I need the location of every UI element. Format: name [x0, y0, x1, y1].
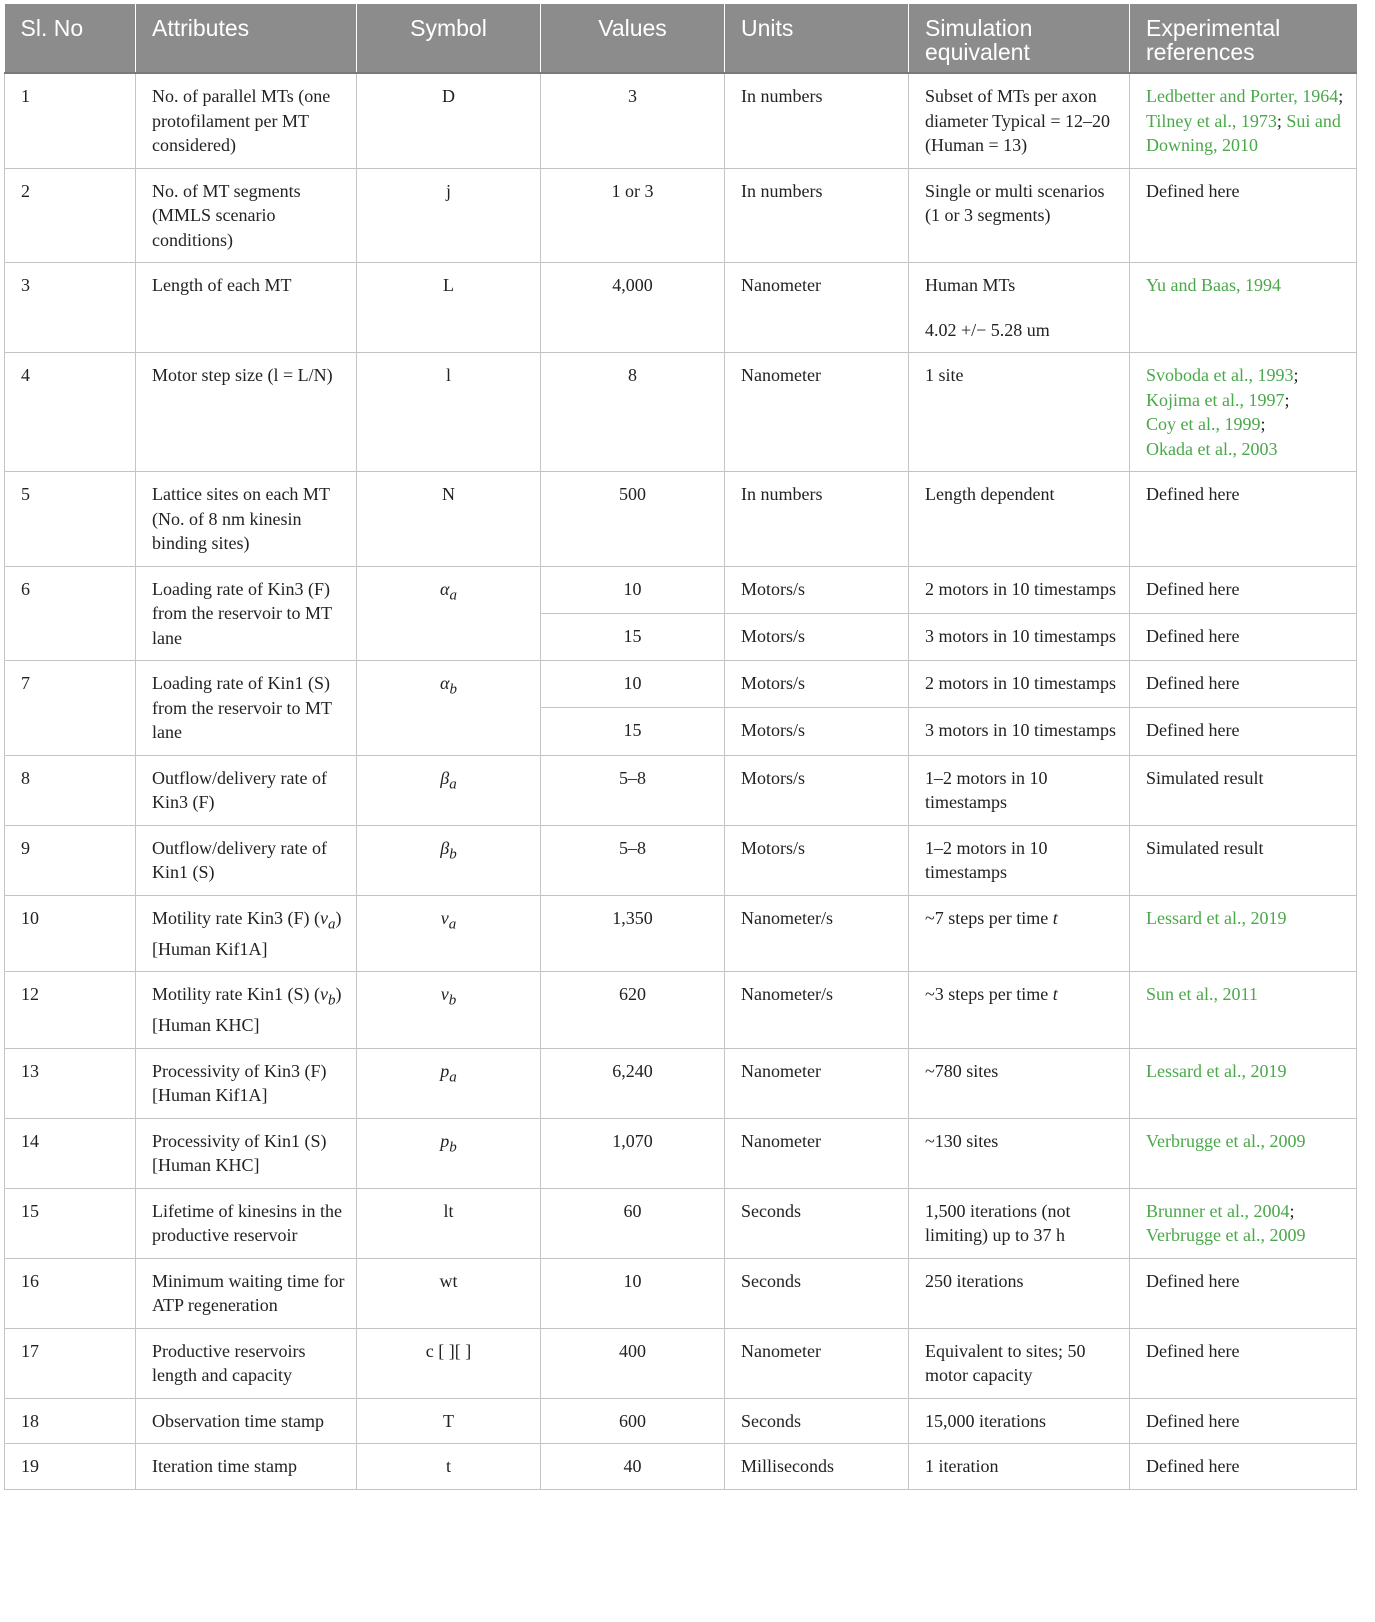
cell-reference: Svoboda et al., 1993; Kojima et al., 1997; Coy et al., 1999; Okada et al., 2003 [1130, 353, 1357, 472]
cell-reference: Defined here [1130, 661, 1357, 708]
cell-unit: Seconds [725, 1398, 909, 1444]
cell-symbol: $\alpha_a$ [357, 566, 541, 661]
cell-simulation: 3 motors in 10 timestamps [909, 613, 1130, 660]
cell-simulation: 2 motors in 10 timestamps [909, 566, 1130, 613]
cell-attribute: Loading rate of Kin1 (S) from the reservoir to MT lane [136, 661, 357, 756]
cell-unit: Nanometer [725, 1118, 909, 1188]
cell-sl-no: 12 [5, 972, 136, 1049]
header-values: Values [541, 4, 725, 73]
cell-value: 5–8 [541, 825, 725, 895]
cell-reference [1130, 895, 1357, 972]
cell-symbol: wt [357, 1258, 541, 1328]
reference-link[interactable]: Ledbetter and Porter, 1964 [1146, 86, 1339, 106]
cell-attribute: Outflow/delivery rate of Kin3 (F) [136, 755, 357, 825]
cell-unit: Nanometer [725, 1328, 909, 1398]
cell-unit: In numbers [725, 168, 909, 263]
cell-sl-no: 2 [5, 168, 136, 263]
table-row [5, 73, 1357, 168]
reference-link[interactable]: Lessard et al., 2019 [1146, 1060, 1287, 1081]
reference-link[interactable]: Sun et al., 2011 [1146, 984, 1258, 1005]
cell-value: 15 [541, 708, 725, 755]
cell-reference: Brunner et al., 2004; Verbrugge et al., 2009 [1130, 1188, 1357, 1258]
cell-attribute: Motility rate Kin3 (F) $(v_a)$ [Human Kif1A] [136, 895, 357, 972]
cell-attribute: Lattice sites on each MT (No. of 8 nm kinesin binding sites) [136, 472, 357, 567]
simulation-line: 4.02 +/− 5.28 um [925, 319, 1050, 340]
cell-sl-no: 5 [5, 472, 136, 567]
cell-attribute: Processivity of Kin3 (F) [Human Kif1A] [136, 1048, 357, 1118]
header-symbol: Symbol [357, 4, 541, 73]
table-row [5, 263, 1357, 353]
reference-link[interactable]: Brunner et al., 2004 [1146, 1200, 1290, 1221]
table-row [5, 566, 1357, 613]
cell-value: 500 [541, 472, 725, 567]
cell-reference: Defined here [1130, 472, 1357, 567]
cell-simulation: 15,000 iterations [909, 1398, 1130, 1444]
cell-value: 15 [541, 613, 725, 660]
cell-unit: Motors/s [725, 661, 909, 708]
cell-unit: Nanometer [725, 353, 909, 472]
cell-value: 10 [541, 566, 725, 613]
cell-unit: Nanometer [725, 263, 909, 353]
cell-simulation: Single or multi scenarios (1 or 3 segments) [909, 168, 1130, 263]
cell-value: 5–8 [541, 755, 725, 825]
cell-reference: Defined here [1130, 1258, 1357, 1328]
table-row [5, 661, 1357, 708]
cell-attribute: Lifetime of kinesins in the productive reservoir [136, 1188, 357, 1258]
table-row [5, 1328, 1357, 1398]
cell-simulation: 1,500 iterations (not limiting) up to 37 h [909, 1188, 1130, 1258]
reference-link[interactable]: Svoboda et al., 1993 [1146, 365, 1294, 385]
cell-value: 1 or 3 [541, 168, 725, 263]
cell-symbol: c [ ][ ] [357, 1328, 541, 1398]
simulation-line: Human MTs [925, 275, 1016, 295]
header-experimental-references: Experimental references [1130, 4, 1357, 73]
cell-value: 400 [541, 1328, 725, 1398]
cell-symbol: $p_b$ [357, 1118, 541, 1188]
cell-simulation: 3 motors in 10 timestamps [909, 708, 1130, 755]
reference-link[interactable]: Kojima et al., 1997 [1146, 389, 1285, 410]
cell-attribute: Outflow/delivery rate of Kin1 (S) [136, 825, 357, 895]
cell-attribute: Productive reservoirs length and capacity [136, 1328, 357, 1398]
cell-unit: Motors/s [725, 566, 909, 613]
cell-value: 6,240 [541, 1048, 725, 1118]
cell-value: 600 [541, 1398, 725, 1444]
cell-attribute: Motor step size (l = L/N) [136, 353, 357, 472]
cell-attribute: Observation time stamp [136, 1398, 357, 1444]
cell-simulation: 1 site [909, 353, 1130, 472]
cell-reference: Ledbetter and Porter, 1964; Tilney et al., 1973; Sui and Downing, 2010 [1130, 73, 1357, 168]
cell-symbol: $\nu_a$ [357, 895, 541, 972]
cell-simulation: ~3 steps per time t [909, 972, 1130, 1049]
reference-link[interactable]: Tilney et al., 1973 [1146, 110, 1277, 131]
cell-unit: Seconds [725, 1188, 909, 1258]
cell-unit: Motors/s [725, 825, 909, 895]
cell-value: 10 [541, 1258, 725, 1328]
cell-sl-no: 13 [5, 1048, 136, 1118]
cell-symbol: D [357, 73, 541, 168]
cell-sl-no: 9 [5, 825, 136, 895]
cell-attribute: Motility rate Kin1 (S) $(v_b)$ [Human KHC] [136, 972, 357, 1049]
cell-unit: Motors/s [725, 755, 909, 825]
cell-value: 3 [541, 73, 725, 168]
cell-simulation [909, 263, 1130, 353]
table-row [5, 1258, 1357, 1328]
cell-sl-no: 3 [5, 263, 136, 353]
cell-attribute: No. of parallel MTs (one protofilament per MT considered) [136, 73, 357, 168]
table-row [5, 825, 1357, 895]
cell-sl-no: 6 [5, 566, 136, 661]
header-sl-no: Sl. No [5, 4, 136, 73]
cell-unit: Motors/s [725, 708, 909, 755]
cell-simulation: 1–2 motors in 10 timestamps [909, 755, 1130, 825]
cell-reference: Defined here [1130, 566, 1357, 613]
cell-value: 1,350 [541, 895, 725, 972]
cell-reference [1130, 1048, 1357, 1118]
cell-sl-no: 8 [5, 755, 136, 825]
cell-unit: Seconds [725, 1258, 909, 1328]
header-row [5, 4, 1357, 73]
table-row [5, 755, 1357, 825]
cell-simulation: ~7 steps per time t [909, 895, 1130, 972]
cell-value: 10 [541, 661, 725, 708]
cell-simulation: 1–2 motors in 10 timestamps [909, 825, 1130, 895]
reference-link[interactable]: Coy et al., 1999 [1146, 414, 1261, 434]
cell-unit: Nanometer/s [725, 972, 909, 1049]
reference-link[interactable]: Lessard et al., 2019 [1146, 907, 1287, 928]
cell-reference: Defined here [1130, 1398, 1357, 1444]
cell-attribute: Length of each MT [136, 263, 357, 353]
cell-reference: Simulated result [1130, 825, 1357, 895]
cell-value: 40 [541, 1444, 725, 1490]
cell-reference [1130, 972, 1357, 1049]
cell-reference [1130, 263, 1357, 353]
table-row [5, 895, 1357, 972]
table-row [5, 168, 1357, 263]
cell-attribute: Loading rate of Kin3 (F) from the reservoir to MT lane [136, 566, 357, 661]
cell-value: 60 [541, 1188, 725, 1258]
cell-value: 8 [541, 353, 725, 472]
cell-reference: Defined here [1130, 1444, 1357, 1490]
table-row [5, 1048, 1357, 1118]
cell-simulation: ~780 sites [909, 1048, 1130, 1118]
table-row [5, 1188, 1357, 1258]
reference-link[interactable]: Sui and Downing, 2010 [1146, 110, 1341, 155]
cell-attribute: Minimum waiting time for ATP regeneration [136, 1258, 357, 1328]
cell-sl-no: 4 [5, 353, 136, 472]
cell-unit: In numbers [725, 73, 909, 168]
reference-link[interactable]: Yu and Baas, 1994 [1146, 275, 1281, 295]
cell-simulation: Subset of MTs per axon diameter Typical = 12–20 (Human = 13) [909, 73, 1130, 168]
reference-link[interactable]: Verbrugge et al., 2009 [1146, 1130, 1306, 1151]
cell-unit: Nanometer [725, 1048, 909, 1118]
cell-sl-no: 1 [5, 73, 136, 168]
table-row [5, 1118, 1357, 1188]
cell-value: 620 [541, 972, 725, 1049]
cell-reference: Defined here [1130, 168, 1357, 263]
cell-attribute: No. of MT segments (MMLS scenario conditions) [136, 168, 357, 263]
cell-value: 4,000 [541, 263, 725, 353]
cell-value: 1,070 [541, 1118, 725, 1188]
cell-reference: Defined here [1130, 1328, 1357, 1398]
cell-symbol: j [357, 168, 541, 263]
cell-unit: Nanometer/s [725, 895, 909, 972]
cell-symbol: N [357, 472, 541, 567]
cell-symbol: $\beta_a$ [357, 755, 541, 825]
cell-simulation: Equivalent to sites; 50 motor capacity [909, 1328, 1130, 1398]
cell-simulation: 1 iteration [909, 1444, 1130, 1490]
cell-reference: Defined here [1130, 613, 1357, 660]
cell-reference: Defined here [1130, 708, 1357, 755]
header-units: Units [725, 4, 909, 73]
header-simulation-equivalent: Simulation equivalent [909, 4, 1130, 73]
cell-symbol: $p_a$ [357, 1048, 541, 1118]
cell-symbol: t [357, 1444, 541, 1490]
cell-unit: Milliseconds [725, 1444, 909, 1490]
cell-simulation: ~130 sites [909, 1118, 1130, 1188]
reference-link[interactable]: Okada et al., 2003 [1146, 438, 1278, 459]
cell-reference: Simulated result [1130, 755, 1357, 825]
cell-simulation: Length dependent [909, 472, 1130, 567]
cell-symbol: $\beta_b$ [357, 825, 541, 895]
table-row [5, 353, 1357, 472]
cell-unit: Motors/s [725, 613, 909, 660]
cell-symbol: $\alpha_b$ [357, 661, 541, 756]
table-row [5, 472, 1357, 567]
cell-unit: In numbers [725, 472, 909, 567]
cell-sl-no: 19 [5, 1444, 136, 1490]
cell-symbol: lt [357, 1188, 541, 1258]
parameters-table [4, 4, 1357, 1490]
cell-attribute: Processivity of Kin1 (S) [Human KHC] [136, 1118, 357, 1188]
cell-sl-no: 15 [5, 1188, 136, 1258]
cell-sl-no: 10 [5, 895, 136, 972]
cell-simulation: 250 iterations [909, 1258, 1130, 1328]
cell-sl-no: 7 [5, 661, 136, 756]
cell-reference [1130, 1118, 1357, 1188]
table-row [5, 1398, 1357, 1444]
cell-symbol: l [357, 353, 541, 472]
cell-symbol: $\nu_b$ [357, 972, 541, 1049]
cell-sl-no: 14 [5, 1118, 136, 1188]
cell-sl-no: 16 [5, 1258, 136, 1328]
cell-symbol: T [357, 1398, 541, 1444]
cell-attribute: Iteration time stamp [136, 1444, 357, 1490]
cell-sl-no: 18 [5, 1398, 136, 1444]
cell-sl-no: 17 [5, 1328, 136, 1398]
cell-symbol: L [357, 263, 541, 353]
table-row [5, 972, 1357, 1049]
cell-simulation: 2 motors in 10 timestamps [909, 661, 1130, 708]
table-row [5, 1444, 1357, 1490]
header-attributes: Attributes [136, 4, 357, 73]
reference-link[interactable]: Verbrugge et al., 2009 [1146, 1225, 1306, 1246]
